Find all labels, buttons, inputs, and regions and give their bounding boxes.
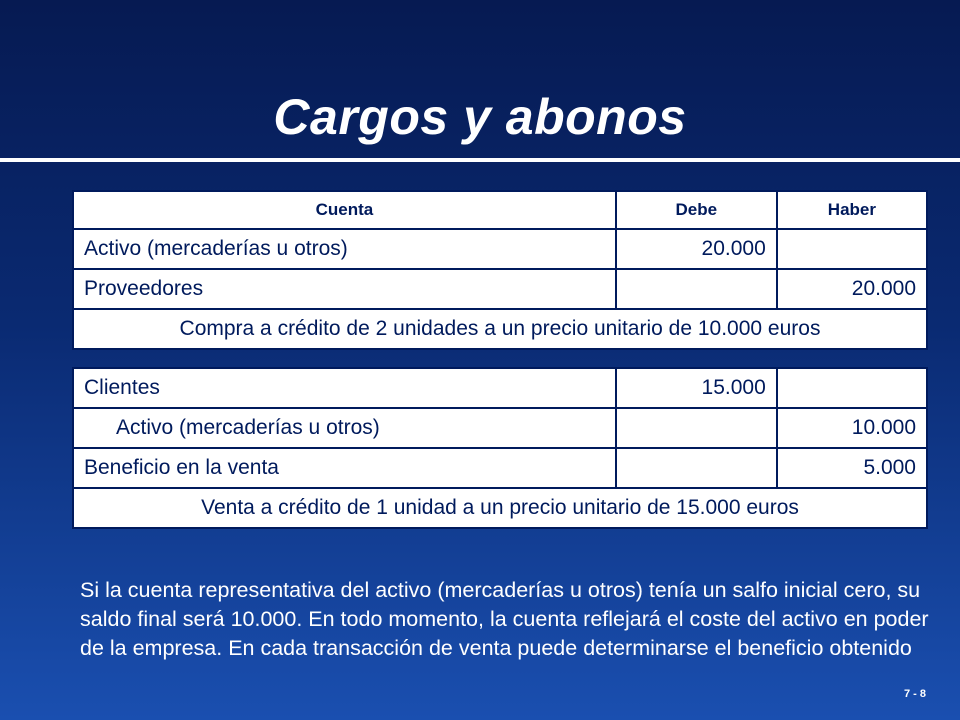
credit-cell: 20.000 [777, 269, 927, 309]
slide-number: 7 - 8 [903, 688, 926, 700]
slide-title: Cargos y abonos [273, 89, 687, 145]
table-row [73, 368, 927, 408]
table-row [73, 269, 927, 309]
debit-cell [616, 408, 777, 448]
debit-cell [616, 448, 777, 488]
note-row [73, 309, 927, 349]
table-row [73, 448, 927, 488]
table-row [73, 408, 927, 448]
account-cell: Activo (mercaderías u otros) [73, 229, 616, 269]
account-cell: Beneficio en la venta [73, 448, 616, 488]
account-cell: Clientes [73, 368, 616, 408]
entry-description: Venta a crédito de 1 unidad a un precio unitario de 15.000 euros [73, 488, 927, 528]
entry-description: Compra a crédito de 2 unidades a un precio unitario de 10.000 euros [73, 309, 927, 349]
explanation-text: Si la cuenta representativa del activo (mercaderías u otros) tenía un salfo inicial cero, su saldo final será 10.000. En todo momento, la cuenta reflejará el coste del activo en poder de la empresa. En cada transacción de venta puede determinarse el beneficio obtenido [80, 578, 929, 660]
purchase-entry-table [72, 190, 928, 350]
credit-cell [777, 229, 927, 269]
debit-cell: 20.000 [616, 229, 777, 269]
title-divider [0, 158, 960, 162]
header-haber: Haber [777, 191, 927, 229]
credit-cell [777, 368, 927, 408]
debit-cell: 15.000 [616, 368, 777, 408]
header-debe: Debe [616, 191, 777, 229]
credit-cell: 5.000 [777, 448, 927, 488]
note-row [73, 488, 927, 528]
header-cuenta: Cuenta [73, 191, 616, 229]
debit-cell [616, 269, 777, 309]
account-cell: Proveedores [73, 269, 616, 309]
sale-entry-table [72, 367, 928, 529]
credit-cell: 10.000 [777, 408, 927, 448]
table-header-row [73, 191, 927, 229]
table-row [73, 229, 927, 269]
account-cell: Activo (mercaderías u otros) [73, 408, 616, 448]
